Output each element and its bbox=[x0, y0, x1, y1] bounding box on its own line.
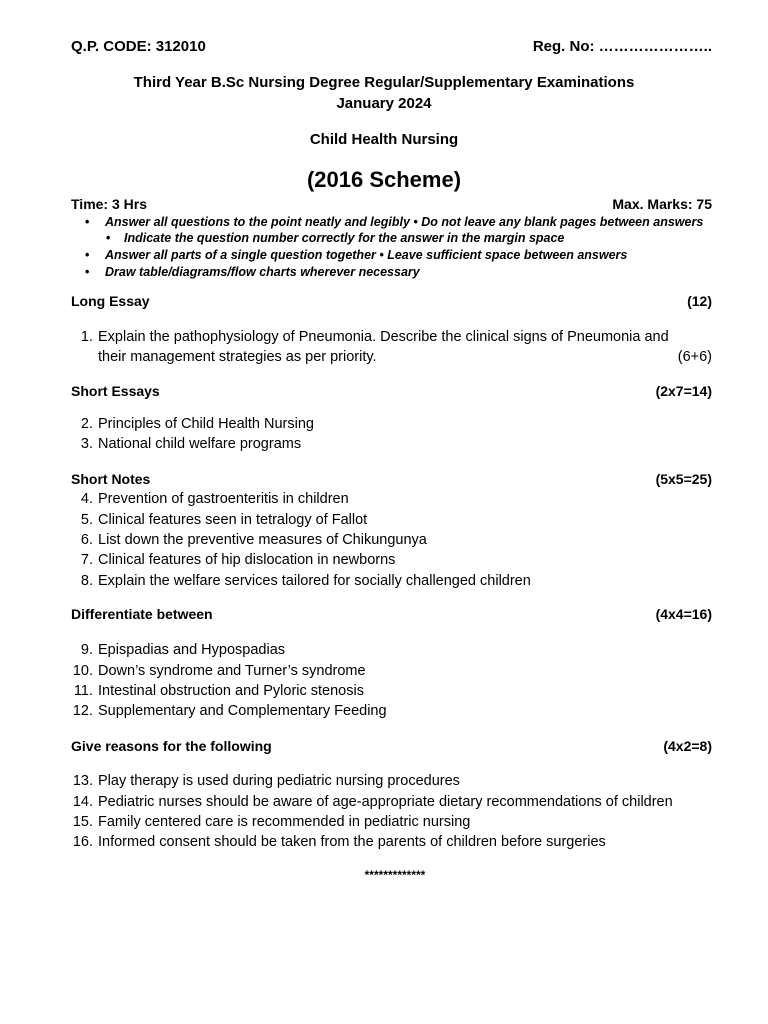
header-row bbox=[71, 38, 712, 55]
end-of-paper-mark: ************* bbox=[364, 868, 426, 882]
question-marks: (6+6) bbox=[677, 349, 712, 365]
bullet: • bbox=[106, 231, 111, 245]
bullet: • bbox=[85, 215, 90, 229]
section-header-differentiate: Differentiate between (4x4=16) bbox=[71, 606, 712, 622]
bullet: • bbox=[85, 265, 90, 279]
exam-title: Third Year B.Sc Nursing Degree Regular/Supplementary Examinations bbox=[133, 74, 635, 91]
qp-code: Q.P. CODE: 312010 bbox=[71, 38, 206, 55]
instruction-item: • Answer all questions to the point neatly and legibly • Do not leave any blank pages between answers bbox=[85, 215, 704, 229]
time-marks-row bbox=[71, 196, 712, 212]
exam-paper: Q.P. CODE: 312010 Reg. No: ………………….. Third Year B.Sc Nursing Degree Regular/Supplementary Examinations January 2024 Child Health Nursing (2016 Scheme) Time: 3 Hrs Max. Marks: 75 • Answer all questions to the point neatly and legibly • Do not leave any blank pages between answers • Indicate the question number correctly for the answer in the margin space • Answer all parts of a single question together • Leave sufficient space between answers • Draw table/diagrams/flow charts wherever necessary Long Essay (12) 1. Explain the pathophysiology of Pneumonia. Describe the clinical signs of Pneumonia and their management strategies as per priority. (6+6) Short Essays (2x7=14) 2. Principles of Child Health Nursing 3. National child welfare programs Short Notes (5x5=25) 4. Prevention of gastroenteritis in children 5. Clinical features seen in tetralogy of Fallot 6. List down the preventive measures of Chikungunya 7. Clinical features of hip dislocation in newborns 8. Explain the welfare services tailored for socially challenged children Differentiate between (4x4=16) 9. Epispadias and Hypospadias 10. Down’s syndrome and Turner’s syndrome 11. Intestinal obstruction and Pyloric stenosis 12. Supplementary and Complementary Feeding Give reasons for the following (4x2=8) 13. Play therapy is used during pediatric nursing procedures 14. Pediatric nurses should be aware of age-appropriate dietary recommendations of children 15. Family centered care is recommended in pediatric nursing 16. Informed consent should be taken from the parents of children before surgeries ************* bbox=[0, 0, 768, 1024]
max-marks: Max. Marks: 75 bbox=[612, 196, 712, 212]
instruction-item: • Indicate the question number correctly for the answer in the margin space bbox=[106, 231, 565, 245]
reg-no: Reg. No: ………………….. bbox=[532, 38, 712, 55]
section-header-long-essay: Long Essay (12) bbox=[71, 293, 712, 309]
section-header-reasons: Give reasons for the following (4x2=8) bbox=[71, 738, 712, 754]
time-allowed: Time: 3 Hrs bbox=[71, 196, 147, 212]
scheme-title: (2016 Scheme) bbox=[306, 167, 462, 192]
instruction-item: • Draw table/diagrams/flow charts wherever necessary bbox=[85, 265, 420, 279]
subject-title: Child Health Nursing bbox=[309, 131, 459, 148]
section-header-short-essays: Short Essays (2x7=14) bbox=[71, 383, 712, 399]
section-header-short-notes: Short Notes (5x5=25) bbox=[71, 471, 712, 487]
exam-date: January 2024 bbox=[336, 95, 432, 112]
bullet: • bbox=[85, 248, 90, 262]
instruction-item: • Answer all parts of a single question together • Leave sufficient space between answers bbox=[85, 248, 628, 262]
